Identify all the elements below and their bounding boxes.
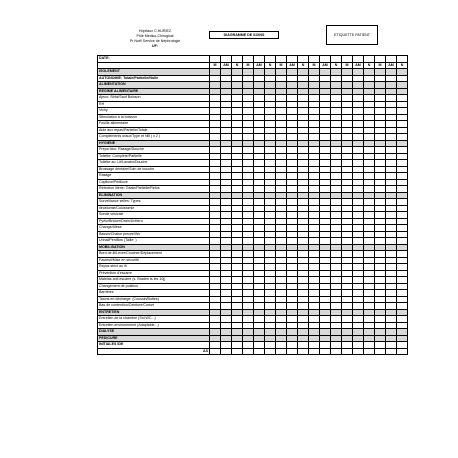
row-label: Repos strict au lit: [98, 264, 210, 271]
document-title: DIAGRAMME DE SOINS: [209, 31, 279, 39]
row-label: Matelas anti escarre (s. Braden ts les 10j): [98, 277, 210, 284]
shift-header: M: [375, 62, 386, 69]
care-cell[interactable]: [221, 348, 232, 355]
care-cell[interactable]: [287, 348, 298, 355]
care-cell[interactable]: [320, 348, 331, 355]
hospital-pole: Pôle Médico-Chirugical: [136, 34, 174, 38]
shift-header: N: [265, 62, 276, 69]
care-diagram-table: [97, 55, 408, 355]
shift-header: AM: [353, 62, 364, 69]
care-cell[interactable]: [353, 348, 364, 355]
row-label: Talons en décharge: (Coussin/Bottes): [98, 296, 210, 303]
row-label: INITIALES IDE: [98, 342, 210, 349]
care-cell[interactable]: [254, 348, 265, 355]
shift-header: M: [276, 62, 287, 69]
care-cell[interactable]: [243, 348, 254, 355]
row-label: Changement de position: [98, 283, 210, 290]
row-label: ISOLEMENT: [98, 69, 210, 76]
row-label: Réfection literie: Totale/Partielle/Refus: [98, 186, 210, 193]
row-label: MOBILISATION: [98, 244, 210, 251]
row-label: Rasage: [98, 173, 210, 180]
row-label: ENTRETIEN: [98, 309, 210, 316]
shift-header: N: [397, 62, 408, 69]
care-cell[interactable]: [276, 348, 287, 355]
row-label: Barrières: [98, 290, 210, 297]
row-label: Prévention d'escarre: [98, 270, 210, 277]
shift-header: M: [309, 62, 320, 69]
table-row: [98, 348, 408, 355]
care-cell[interactable]: [397, 348, 408, 355]
row-label: AS: [98, 348, 210, 355]
row-label: Toilette: Complète/Partielle: [98, 153, 210, 160]
row-label: HYGIENE: [98, 140, 210, 147]
care-cell[interactable]: [331, 348, 342, 355]
row-label: Vichy: [98, 108, 210, 115]
care-cell[interactable]: [386, 348, 397, 355]
unit-label: UF:: [152, 44, 158, 48]
row-label: Toilette au: Lit/Lavabo/Douche: [98, 160, 210, 167]
care-cell[interactable]: [210, 348, 221, 355]
row-label: Bord de lit/Lever/Coucher/Déplacement: [98, 251, 210, 258]
hospital-service: Pr Noël Service de Néphrologie: [129, 39, 181, 43]
row-label: REGIME ALIMENTAIRE: [98, 88, 210, 95]
row-label: Prépa bloc: Rasage/Douche: [98, 147, 210, 154]
row-label: Iléostomie/Colostomie: [98, 205, 210, 212]
care-cell[interactable]: [265, 348, 276, 355]
row-label: Surveillance selles: Types:: [98, 199, 210, 206]
row-label: RH: [98, 101, 210, 108]
shift-header: M: [243, 62, 254, 69]
shift-header: N: [331, 62, 342, 69]
shift-header: AM: [287, 62, 298, 69]
hospital-name: Hôpitaux C.HURIEZ: [138, 29, 172, 33]
row-label: Sonde vésicale: [98, 212, 210, 219]
care-cell[interactable]: [342, 348, 353, 355]
row-label: Bas de contention/Ceinture/Corset: [98, 303, 210, 310]
row-label: Bassin/Chaise percée/Wc: [98, 231, 210, 238]
row-label: Ajeun: Strict/Sauf Boisson: [98, 95, 210, 102]
row-label: ALIMENTATION: [98, 82, 210, 89]
row-label: Entretien environement (Adaptable...): [98, 322, 210, 329]
row-label: Capiluve/Pédiluve: [98, 179, 210, 186]
row-label: Aide aux repas/Partielle/Totale: [98, 127, 210, 134]
care-cell[interactable]: [309, 348, 320, 355]
shift-header: N: [364, 62, 375, 69]
row-label: DIALYSE: [98, 329, 210, 336]
row-label: PEDICURE: [98, 335, 210, 342]
row-label: Pyélo/Bricker/Drain/Urétéro: [98, 218, 210, 225]
shift-header: N: [232, 62, 243, 69]
row-label: Entretien de la chambre (Sol,WC...): [98, 316, 210, 323]
row-label: Urinal/Péniflow (Taille: ): [98, 238, 210, 245]
row-label: Feuille alimentaire: [98, 121, 210, 128]
row-label: DATE:: [98, 56, 210, 63]
shift-header: N: [298, 62, 309, 69]
shift-header: M: [342, 62, 353, 69]
shift-header: M: [210, 62, 221, 69]
care-cell[interactable]: [298, 348, 309, 355]
row-label: Change/Alèse: [98, 225, 210, 232]
care-cell[interactable]: [364, 348, 375, 355]
row-label: AUTONOMIE: Totale/Partielle/Nulle: [98, 75, 210, 82]
care-cell[interactable]: [375, 348, 386, 355]
shift-header: AM: [386, 62, 397, 69]
patient-label-box: ETIQUETTE PATIENT: [326, 25, 378, 45]
row-label: Compléments oraux/Type et NB ( x 2 ): [98, 134, 210, 141]
shift-header: AM: [221, 62, 232, 69]
shift-header: AM: [254, 62, 265, 69]
care-cell[interactable]: [232, 348, 243, 355]
row-label: ELIMINATION: [98, 192, 210, 199]
row-label: Brossage dentaire/Soin de bouche: [98, 166, 210, 173]
row-label: Stimulation à la boisson: [98, 114, 210, 121]
row-label: Fauteuil/Mise en sécurité: [98, 257, 210, 264]
shift-header: AM: [320, 62, 331, 69]
